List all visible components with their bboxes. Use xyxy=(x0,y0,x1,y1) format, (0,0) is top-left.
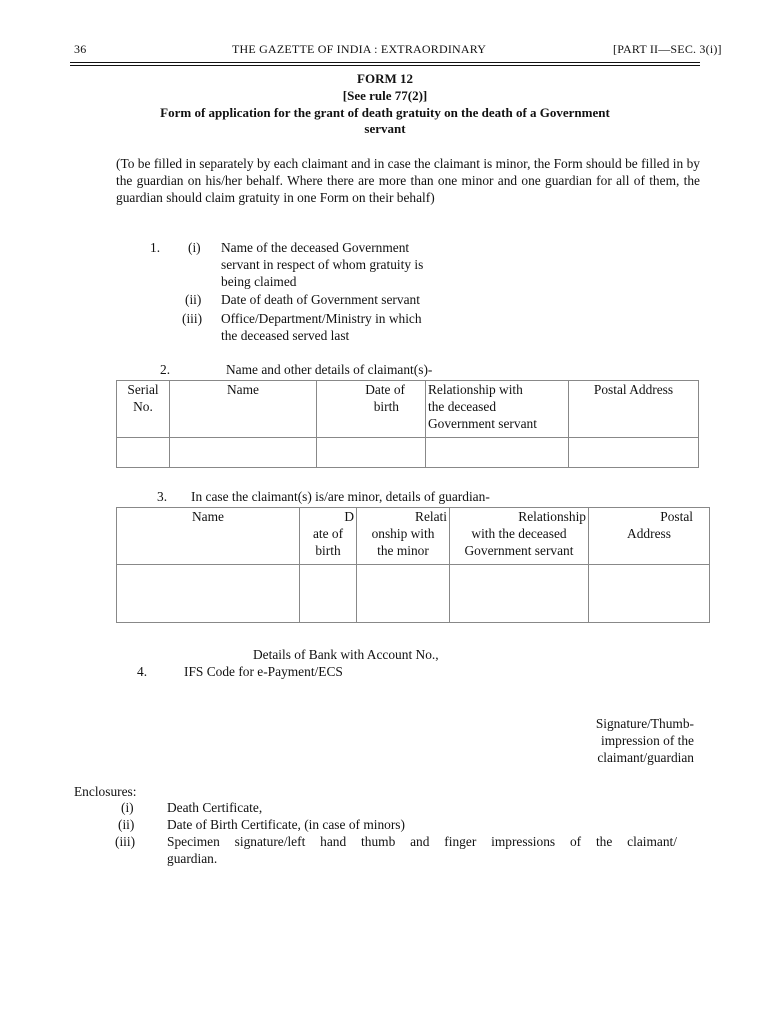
item1-number: 1. xyxy=(150,240,161,255)
gazette-title: THE GAZETTE OF INDIA : EXTRAORDINARY xyxy=(232,42,487,56)
header-rule-thin xyxy=(70,65,700,66)
col-guardian-date-of-birth: D ate of birth xyxy=(300,508,357,565)
item1-i-line3: being claimed xyxy=(221,274,297,289)
cell-relationship-minor[interactable] xyxy=(357,565,450,623)
item2-label: Name and other details of claimant(s)- xyxy=(226,362,433,377)
cell-name[interactable] xyxy=(170,438,317,468)
enclosure-i-num: (i) xyxy=(121,800,134,815)
item1-iii-num: (iii) xyxy=(182,311,203,326)
cell-guardian-postal-address[interactable] xyxy=(589,565,710,623)
item4-line1: Details of Bank with Account No., xyxy=(253,647,439,662)
col-relationship: Relationship with the deceased Government servant xyxy=(426,381,569,438)
claimants-table xyxy=(116,380,699,468)
cell-serial-no[interactable] xyxy=(117,438,170,468)
col-guardian-postal-address: Postal Address xyxy=(589,508,710,565)
col-postal-address: Postal Address xyxy=(569,381,699,438)
intro-paragraph: (To be filled in separately by each claimant and in case the claimant is minor, the Form should be filled in by the guardian on his/her behalf. Where there are more than one minor and one guardian for all of them, the guardian should claim gratuity in one Form on their behalf) xyxy=(116,156,700,205)
item4-number: 4. xyxy=(137,664,148,679)
enclosure-i-text: Death Certificate, xyxy=(167,800,263,815)
page-number: 36 xyxy=(74,42,87,56)
enclosure-ii-num: (ii) xyxy=(118,817,135,832)
guardian-table xyxy=(116,507,710,623)
cell-relationship[interactable] xyxy=(426,438,569,468)
guardian-table-header xyxy=(117,508,710,565)
form-title: FORM 12 xyxy=(357,71,413,86)
form-rule-reference: [See rule 77(2)] xyxy=(342,88,428,103)
item1-iii-line1: Office/Department/Ministry in which xyxy=(221,311,422,326)
col-serial-no: Serial No. xyxy=(117,381,170,438)
enclosures-label: Enclosures: xyxy=(74,784,137,799)
col-relationship-minor: Relati onship with the minor xyxy=(357,508,450,565)
claimants-table-row xyxy=(117,438,699,468)
col-guardian-name: Name xyxy=(117,508,300,565)
col-date-of-birth: Date of birth xyxy=(317,381,426,438)
item4-line2: IFS Code for e-Payment/ECS xyxy=(184,664,343,679)
enclosure-iii-num: (iii) xyxy=(115,834,136,849)
col-relationship-deceased: Relationship with the deceased Government servant xyxy=(450,508,589,565)
item1-i-line1: Name of the deceased Government xyxy=(221,240,410,255)
item1-ii-line1: Date of death of Government servant xyxy=(221,292,420,307)
item3-label: In case the claimant(s) is/are minor, details of guardian- xyxy=(191,489,490,504)
cell-relationship-deceased[interactable] xyxy=(450,565,589,623)
header-rule xyxy=(70,62,700,63)
col-name: Name xyxy=(170,381,317,438)
signature-block xyxy=(560,715,694,766)
cell-guardian-date-of-birth[interactable] xyxy=(300,565,357,623)
item1-ii-num: (ii) xyxy=(185,292,202,307)
item1-i-line2: servant in respect of whom gratuity is xyxy=(221,257,424,272)
enclosure-ii-text: Date of Birth Certificate, (in case of minors) xyxy=(167,817,405,832)
signature-line2: impression of the xyxy=(601,733,694,748)
signature-line3: claimant/guardian xyxy=(597,750,694,765)
item1-iii-line2: the deceased served last xyxy=(221,328,350,343)
form-heading-line2: servant xyxy=(364,121,406,136)
cell-date-of-birth[interactable] xyxy=(317,438,426,468)
gazette-part: [PART II—SEC. 3(i)] xyxy=(613,42,722,56)
cell-guardian-name[interactable] xyxy=(117,565,300,623)
guardian-table-row xyxy=(117,565,710,623)
item1-i-num: (i) xyxy=(188,240,201,255)
form-heading-line1: Form of application for the grant of death gratuity on the death of a Government xyxy=(160,105,610,120)
claimants-table-header xyxy=(117,381,699,438)
enclosure-iii-line1: Specimen signature/left hand thumb and finger impressions of the claimant/ xyxy=(167,834,677,849)
item2-number: 2. xyxy=(160,362,171,377)
enclosure-iii-line2: guardian. xyxy=(167,851,218,866)
item3-number: 3. xyxy=(157,489,168,504)
cell-postal-address[interactable] xyxy=(569,438,699,468)
signature-line1: Signature/Thumb- xyxy=(595,716,694,731)
